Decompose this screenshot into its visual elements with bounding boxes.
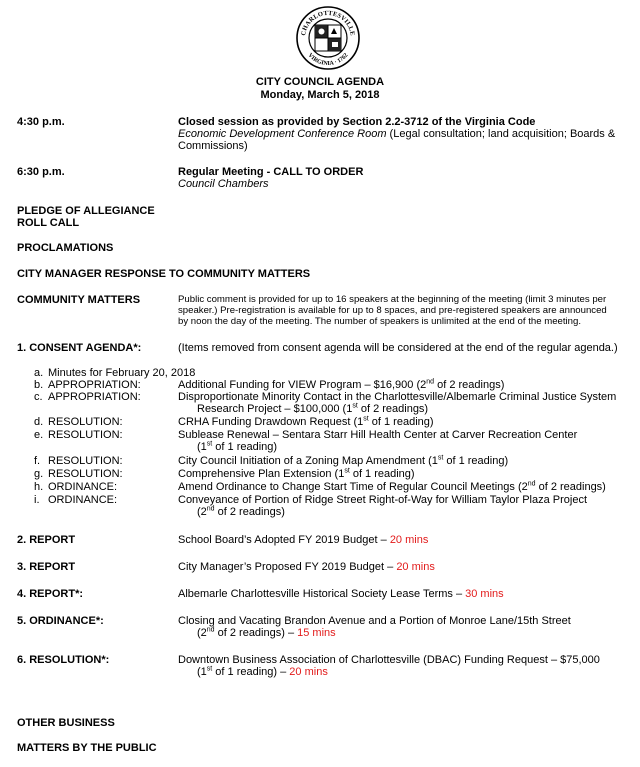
closed-session-detail-2: Commissions) bbox=[178, 140, 248, 152]
proclamations-heading: PROCLAMATIONS bbox=[17, 242, 114, 254]
svg-text:VIRGINIA · 1762: VIRGINIA · 1762 bbox=[306, 52, 350, 68]
consent-item-letter: g. bbox=[34, 468, 44, 480]
consent-item-letter: c. bbox=[34, 391, 43, 403]
closed-session-location: Economic Development Conference Room bbox=[178, 128, 387, 140]
regular-meeting-heading: Regular Meeting - CALL TO ORDER bbox=[178, 166, 364, 178]
community-matters-heading: COMMUNITY MATTERS bbox=[17, 294, 141, 306]
consent-item-letter: b. bbox=[34, 379, 44, 391]
agenda-item-mins: 20 mins bbox=[389, 534, 429, 546]
regular-meeting-location: Council Chambers bbox=[178, 178, 269, 190]
city-manager-heading: CITY MANAGER RESPONSE TO COMMUNITY MATTERS bbox=[17, 268, 311, 280]
agenda-item-text: Downtown Business Association of Charlottesville (DBAC) Funding Request – $75,000 bbox=[178, 654, 600, 666]
consent-item-letter: e. bbox=[34, 429, 44, 441]
svg-text:CHARLOTTESVILLE: CHARLOTTESVILLE bbox=[300, 9, 356, 37]
agenda-item-label: 2. REPORT bbox=[17, 534, 76, 546]
city-seal bbox=[296, 6, 360, 70]
consent-agenda-heading: 1. CONSENT AGENDA*: bbox=[17, 342, 142, 354]
community-matters-line-1: Public comment is provided for up to 16 speakers at the beginning of the meeting (limit 3 minutes per bbox=[178, 294, 607, 305]
agenda-date: Monday, March 5, 2018 bbox=[260, 89, 380, 101]
agenda-item-text-cont: (1st of 1 reading) – 20 mins bbox=[197, 665, 328, 678]
agenda-item-label: 6. RESOLUTION*: bbox=[17, 654, 110, 666]
consent-item-type: ORDINANCE: bbox=[48, 494, 118, 506]
agenda-item-text: Albemarle Charlottesville Historical Society Lease Terms – 30 mins bbox=[178, 588, 504, 600]
consent-item-desc: Conveyance of Portion of Ridge Street Right-of-Way for William Taylor Plaza Project bbox=[178, 494, 587, 506]
consent-item-type: RESOLUTION: bbox=[48, 429, 123, 441]
consent-item-type: APPROPRIATION: bbox=[48, 391, 141, 403]
agenda-item-text: City Manager’s Proposed FY 2019 Budget – 20 mins bbox=[178, 561, 435, 573]
consent-item-desc-cont: (2nd of 2 readings) bbox=[197, 505, 285, 518]
consent-item-desc: City Council Initiation of a Zoning Map Amendment (1st of 1 reading) bbox=[178, 454, 509, 467]
roll-call-heading: ROLL CALL bbox=[17, 217, 80, 229]
consent-item-letter: d. bbox=[34, 416, 44, 428]
consent-item-letter: h. bbox=[34, 481, 44, 493]
consent-item-desc: Sublease Renewal – Sentara Starr Hill Health Center at Carver Recreation Center bbox=[178, 429, 578, 441]
community-matters-line-2: speaker.) Pre-registration is available for up to 8 spaces, and pre-registered speakers are announced bbox=[178, 305, 607, 316]
consent-item-letter: f. bbox=[34, 455, 41, 467]
agenda-item-mins: 30 mins bbox=[465, 588, 504, 600]
agenda-item-mins: 20 mins bbox=[396, 561, 435, 573]
matters-public-heading: MATTERS BY THE PUBLIC bbox=[17, 742, 157, 754]
consent-agenda-note: (Items removed from consent agenda will be considered at the end of the regular agenda.) bbox=[178, 342, 618, 354]
consent-item-desc: Comprehensive Plan Extension (1st of 1 reading) bbox=[178, 467, 415, 480]
closed-session-heading: Closed session as provided by Section 2.2-3712 of the Virginia Code bbox=[178, 116, 536, 128]
community-matters-line-3: by noon the day of the meeting. The number of speakers is unlimited at the end of the meeting. bbox=[178, 316, 582, 327]
consent-item-type: APPROPRIATION: bbox=[48, 379, 141, 391]
consent-item-desc: Disproportionate Minority Contact in the Charlottesville/Albemarle Criminal Justice System bbox=[178, 391, 617, 403]
consent-item-type: RESOLUTION: bbox=[48, 468, 123, 480]
closed-session-detail-1: (Legal consultation; land acquisition; Boards & bbox=[386, 128, 616, 140]
consent-item-desc: Additional Funding for VIEW Program – $16,900 (2nd of 2 readings) bbox=[178, 378, 505, 391]
agenda-item-mins: 15 mins bbox=[297, 627, 336, 639]
consent-item-letter: a. bbox=[34, 367, 44, 379]
agenda-item-label: 3. REPORT bbox=[17, 561, 76, 573]
agenda-item-text: School Board’s Adopted FY 2019 Budget – 20 mins bbox=[178, 534, 429, 546]
consent-item-type: RESOLUTION: bbox=[48, 455, 123, 467]
consent-item-type: ORDINANCE: bbox=[48, 481, 118, 493]
consent-item-desc: CRHA Funding Drawdown Request (1st of 1 reading) bbox=[178, 415, 434, 428]
consent-item-desc-cont: Research Project – $100,000 (1st of 2 readings) bbox=[197, 402, 429, 415]
consent-item-type: RESOLUTION: bbox=[48, 416, 123, 428]
agenda-item-text-cont: (2nd of 2 readings) – 15 mins bbox=[197, 626, 336, 639]
closed-session-time: 4:30 p.m. bbox=[17, 116, 65, 128]
consent-item-minutes: Minutes for February 20, 2018 bbox=[48, 367, 196, 379]
consent-item-desc: Amend Ordinance to Change Start Time of Regular Council Meetings (2nd of 2 readings) bbox=[178, 480, 606, 493]
pledge-heading: PLEDGE OF ALLEGIANCE bbox=[17, 205, 155, 217]
regular-meeting-time: 6:30 p.m. bbox=[17, 166, 65, 178]
consent-item-letter: i. bbox=[34, 494, 40, 506]
agenda-item-text: Closing and Vacating Brandon Avenue and a Portion of Monroe Lane/15th Street bbox=[178, 615, 571, 627]
consent-item-desc-cont: (1st of 1 reading) bbox=[197, 440, 278, 453]
agenda-title: CITY COUNCIL AGENDA bbox=[255, 76, 385, 88]
other-business-heading: OTHER BUSINESS bbox=[17, 717, 115, 729]
agenda-item-mins: 20 mins bbox=[289, 666, 328, 678]
agenda-item-label: 5. ORDINANCE*: bbox=[17, 615, 104, 627]
agenda-item-label: 4. REPORT*: bbox=[17, 588, 84, 600]
